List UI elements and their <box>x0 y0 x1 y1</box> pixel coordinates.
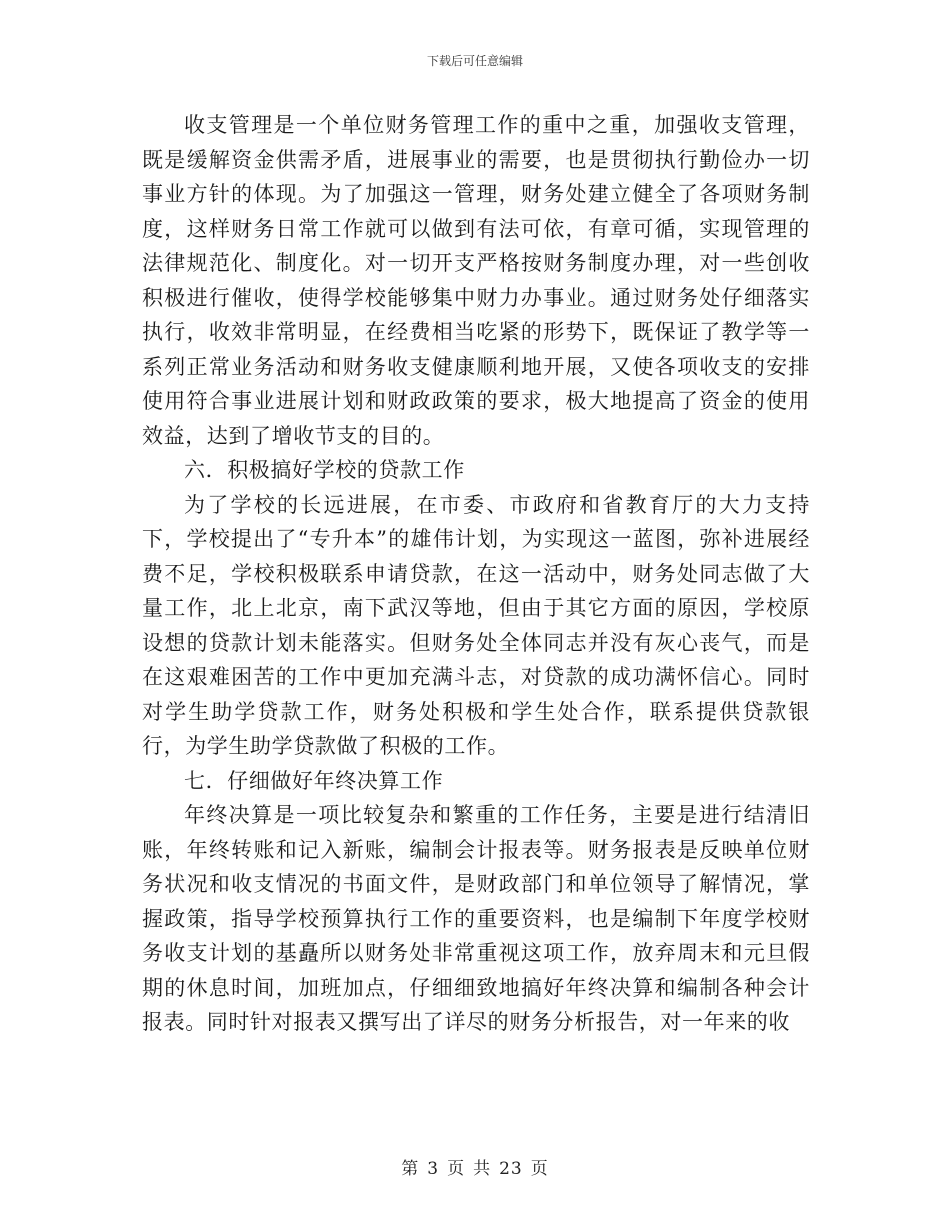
paragraph-income-expense-management: 收支管理是一个单位财务管理工作的重中之重，加强收支管理，既是缓解资金供需矛盾，进展事业的需要，也是贯彻执行勤俭办一切事业方针的体现。为了加强这一管理，财务处建立健全了各项财务制度，这样财务日常工作就可以做到有法可依，有章可循，实现管理的法律规范化、制度化。对一切开支严格按财务制度办理，对一些创收积极进行催收，使得学校能够集中财力办事业。通过财务处仔细落实执行，收效非常明显，在经费相当吃紧的形势下，既保证了教学等一系列正常业务活动和财务收支健康顺利地开展，又使各项收支的安排使用符合事业进展计划和财政政策的要求，极大地提高了资金的使用效益，达到了增收节支的目的。 <box>142 113 810 448</box>
page-header-note: 下载后可任意编辑 <box>426 54 523 68</box>
section-heading-year-end-accounts: 七．仔细做好年终决算工作 <box>184 768 444 793</box>
paragraph-year-end-accounts: 年终决算是一项比较复杂和繁重的工作任务，主要是进行结清旧账，年终转账和记入新账，编制会计报表等。财务报表是反映单位财务状况和收支情况的书面文件，是财政部门和单位领导了解情况，掌握政策，指导学校预算执行工作的重要资料，也是编制下年度学校财务收支计划的基矗所以财务处非常重视这项工作，放弃周末和元旦假期的休息时间，加班加点，仔细细致地搞好年终决算和编制各种会计报表。同时针对报表又撰写出了详尽的财务分析报告，对一年来的收 <box>142 803 810 1034</box>
page-footer <box>0 1154 950 1179</box>
section-heading-loan-work: 六．积极搞好学校的贷款工作 <box>184 458 465 482</box>
footer-total-word: 共 <box>473 1159 492 1179</box>
footer-total-pages: 23 <box>499 1159 523 1179</box>
footer-suffix: 页 <box>530 1159 549 1179</box>
document-body <box>142 108 810 1040</box>
paragraph-loan-work: 为了学校的长远进展，在市委、市政府和省教育厅的大力支持下，学校提出了“专升本”的雄伟计划，为实现这一蓝图，弥补进展经费不足，学校积极联系申请贷款，在这一活动中，财务处同志做了大量工作，北上北京，南下武汉等地，但由于其它方面的原因，学校原设想的贷款计划未能落实。但财务处全体同志并没有灰心丧气，而是在这艰难困苦的工作中更加充满斗志，对贷款的成功满怀信心。同时对学生助学贷款工作，财务处积极和学生处合作，联系提供贷款银行，为学生助学贷款做了积极的工作。 <box>142 492 810 758</box>
footer-page-number: 3 <box>427 1159 440 1179</box>
footer-prefix: 第 <box>401 1159 420 1179</box>
footer-page-word: 页 <box>447 1159 466 1179</box>
